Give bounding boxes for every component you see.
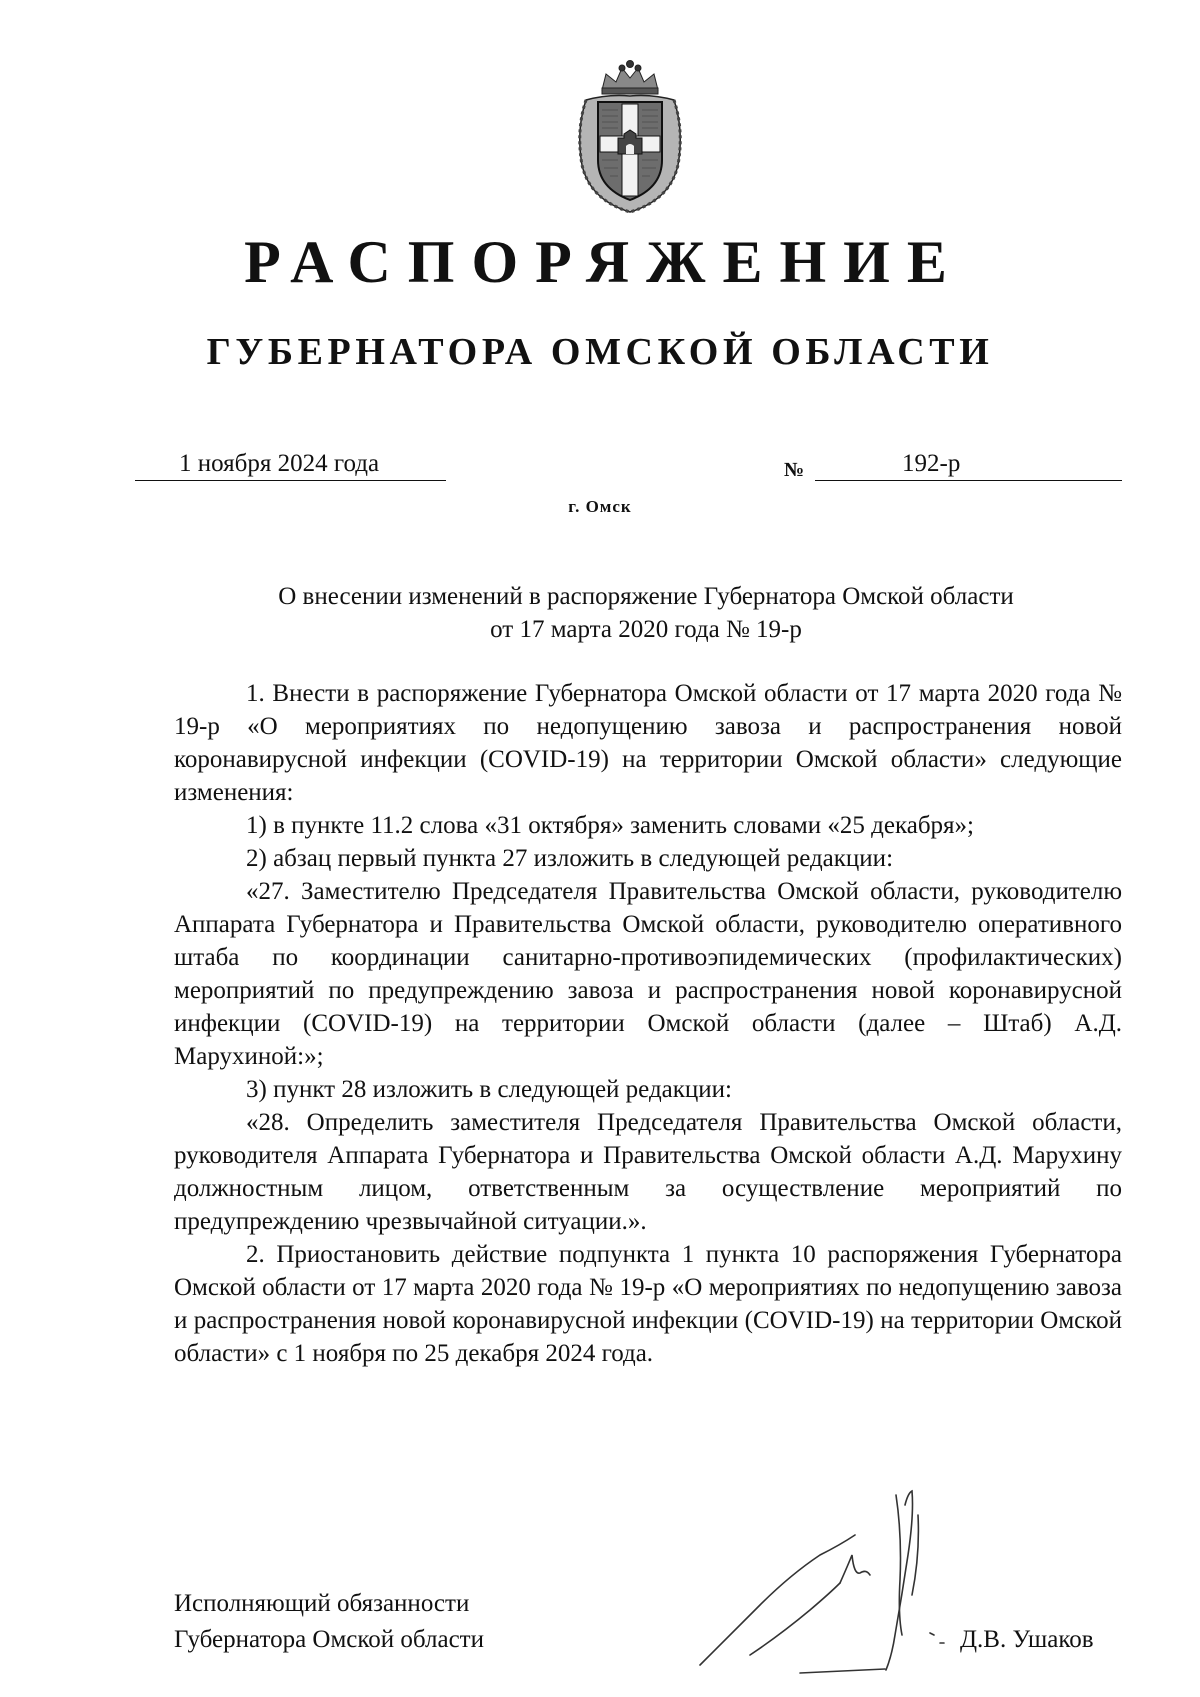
paragraph-4: «27. Заместителю Председателя Правительства Омской области, руководителю Аппарата Губернатора и Правительства Омской области, руководителю оперативного штаба по координации санитарно-противоэпидемических (профилактических) мероприятий по предупреждению завоза и распространения новой коронавирусной инфекции (COVID-19) на территории Омской области (далее – Штаб) А.Д. Марухиной:»; <box>174 878 1122 1070</box>
number-label: № <box>784 459 805 481</box>
paragraph-3: 2) абзац первый пункта 27 изложить в следующей редакции: <box>246 845 894 872</box>
document-body <box>174 677 1122 1370</box>
signatory-name: Д.В. Ушаков <box>960 1626 1094 1653</box>
signatory-position <box>174 1586 484 1658</box>
document-subtitle: ГУБЕРНАТОРА ОМСКОЙ ОБЛАСТИ <box>206 331 994 373</box>
paragraph-1: 1. Внести в распоряжение Губернатора Омской области от 17 марта 2020 года № 19-р «О мероприятиях по недопущению завоза и распространения новой коронавирусной инфекции (COVID-19) на территории Омской области» следующие изменения: <box>174 680 1122 806</box>
paragraph-2: 1) в пункте 11.2 слова «31 октября» заменить словами «25 декабря»; <box>246 812 974 839</box>
paragraph-6: «28. Определить заместителя Председателя Правительства Омской области, руководителя Аппарата Губернатора и Правительства Омской области А.Д. Марухину должностным лицом, ответственным за осуществление мероприятий по предупреждению чрезвычайной ситуации.». <box>174 1109 1122 1235</box>
document-city: г. Омск <box>568 497 632 516</box>
paragraph-7: 2. Приостановить действие подпункта 1 пункта 10 распоряжения Губернатора Омской области от 17 марта 2020 года № 19-р «О мероприятиях по недопущению завоза и распространения новой коронавирусной инфекции (COVID-19) на территории Омской области» с 1 ноября по 25 декабря 2024 года. <box>174 1241 1122 1367</box>
document-number: 192-р <box>815 447 1122 481</box>
document-title: РАСПОРЯЖЕНИЕ <box>244 229 964 295</box>
signatory-position-line-1: Исполняющий обязанности <box>174 1590 470 1617</box>
handwritten-signature <box>690 1485 1000 1680</box>
heading-line-2: от 17 марта 2020 года № 19-р <box>490 616 802 643</box>
heading-line-1: О внесении изменений в распоряжение Губернатора Омской области <box>278 583 1014 610</box>
signatory-position-line-2: Губернатора Омской области <box>174 1626 484 1653</box>
coat-of-arms-icon <box>572 60 688 216</box>
paragraph-5: 3) пункт 28 изложить в следующей редакции: <box>246 1076 732 1103</box>
document-heading <box>170 580 1122 646</box>
document-date: 1 ноября 2024 года <box>135 447 446 481</box>
